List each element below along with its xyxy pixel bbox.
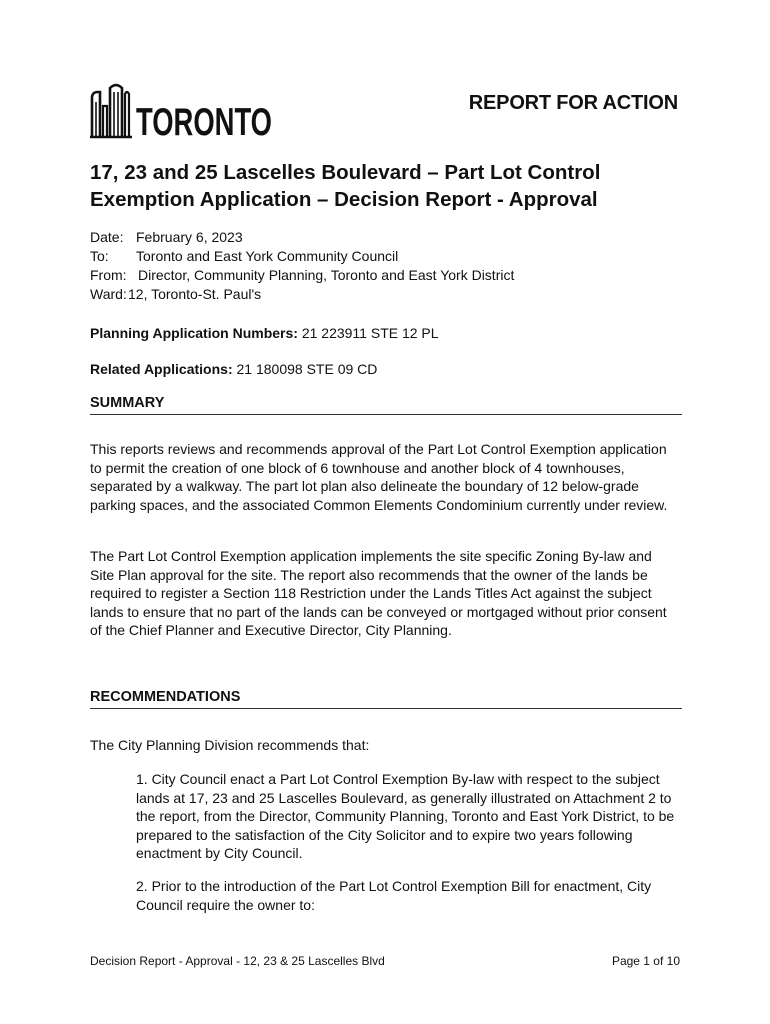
report-metadata [90,228,514,304]
planning-application-value: 21 223911 STE 12 PL [301,325,439,341]
footer-document-title: Decision Report - Approval - 12, 23 & 25 Lascelles Blvd [90,954,385,968]
summary-heading: SUMMARY [90,395,682,415]
meta-date-row [90,228,514,247]
related-applications-label: Related Applications: [90,361,233,377]
meta-from-label: From: [90,267,127,283]
planning-application-label: Planning Application Numbers: [90,325,298,341]
summary-paragraph-2: The Part Lot Control Exemption application implements the site specific Zoning By-law and Site Plan approval for the site. The report also recommends that the owner of the lands be required to register a Section 118 Restriction under the Lands Titles Act against the subject lands to ensure that no part of the lands can be conveyed or mortgaged without prior consent of the Chief Planner and Executive Director, City Planning. [90,548,667,638]
meta-ward-label: Ward: [90,286,127,302]
meta-from-row [90,266,514,285]
meta-to-label: To: [90,248,109,264]
recommendation-item-1: 1. City Council enact a Part Lot Control Exemption By-law with respect to the subject lands at 17, 23 and 25 Lascelles Boulevard, as generally illustrated on Attachment 2 to the report, from the Director, Community Planning, Toronto and East York District, to be prepared to the satisfaction of the City Solicitor and to expire two years following enactment by City Council. [136,771,675,861]
meta-date-label: Date: [90,229,124,245]
meta-ward-value: 12, Toronto-St. Paul's [128,286,262,302]
meta-to-value: Toronto and East York Community Council [136,248,399,264]
footer-page-number: Page 1 of 10 [611,954,680,968]
recommendations-intro: The City Planning Division recommends that: [90,737,370,753]
meta-to-row [90,247,514,266]
recommendations-heading: RECOMMENDATIONS [90,689,682,709]
summary-paragraph-1: This reports reviews and recommends approval of the Part Lot Control Exemption application to permit the creation of one block of 6 townhouse and another block of 4 townhouses, separated by a walkway. The part lot plan also delineate the boundary of 12 below-grade parking spaces, and the associated Common Elements Condominium currently under review. [90,441,668,513]
meta-date-value: February 6, 2023 [136,229,243,245]
recommendation-item-2: 2. Prior to the introduction of the Part Lot Control Exemption Bill for enactment, City Council require the owner to: [136,878,652,913]
related-applications-value: 21 180098 STE 09 CD [236,361,378,377]
related-applications [90,361,377,377]
report-type-label: REPORT FOR ACTION [468,92,678,114]
logo-wordmark: TORONTO [136,101,272,144]
meta-ward-row [90,285,514,304]
planning-application-numbers [90,325,439,341]
meta-from-value: Director, Community Planning, Toronto and East York District [138,267,515,283]
city-of-toronto-logo [90,80,275,144]
page-title: 17, 23 and 25 Lascelles Boulevard – Part Lot Control Exemption Application – Decision Report - Approval [90,161,601,211]
city-hall-icon [90,80,275,144]
